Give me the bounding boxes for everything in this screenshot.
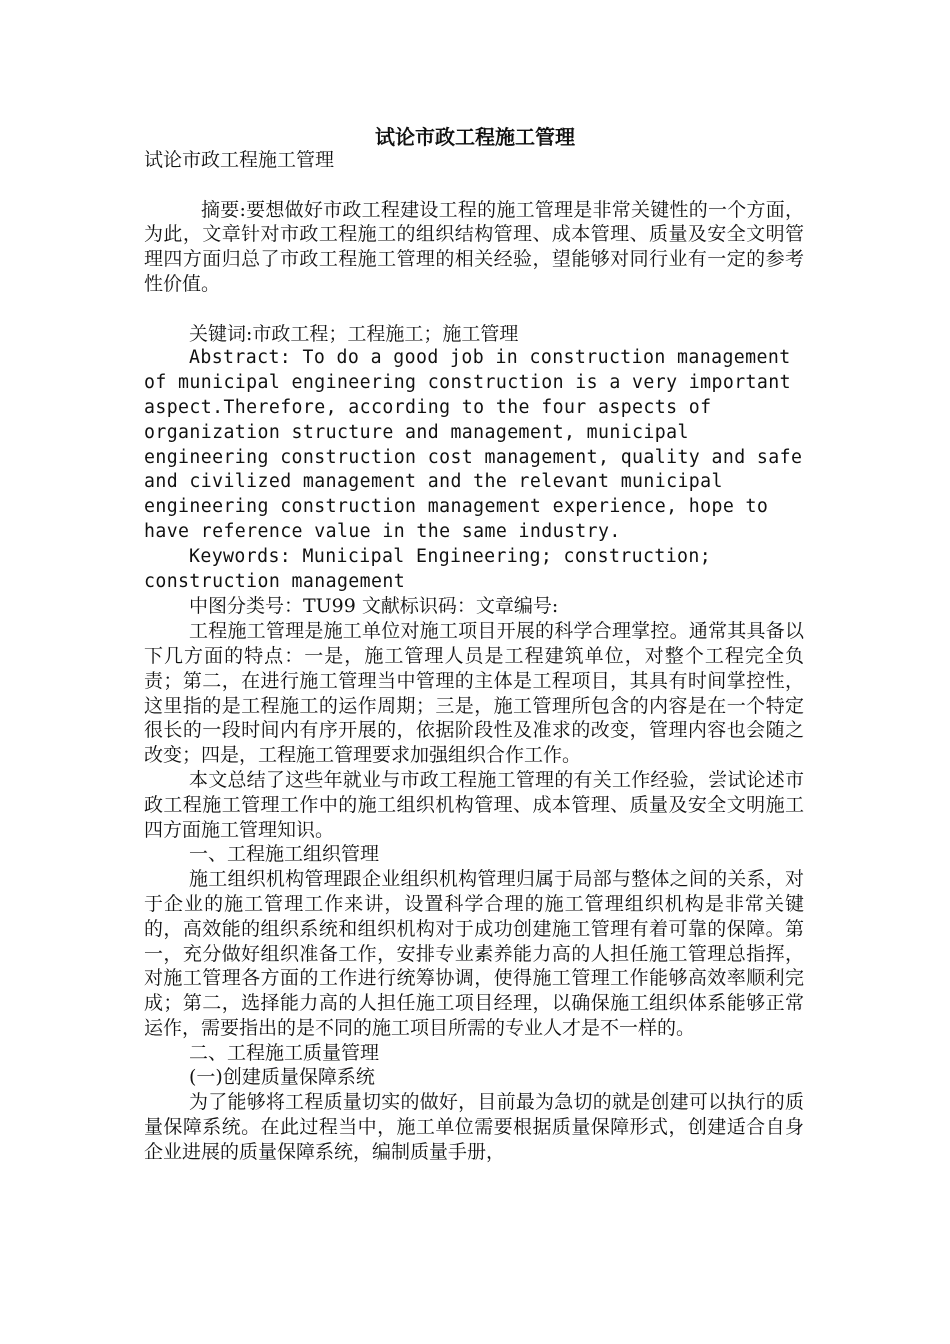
- section-heading-2: 二、工程施工质量管理: [189, 1041, 380, 1064]
- paragraph-summary: 本文总结了这些年就业与市政工程施工管理的有关工作经验，尝试论述市政工程施工管理工作中的施工组织机构管理、成本管理、质量及安全文明施工四方面施工管理知识。: [144, 768, 804, 841]
- spacer: [144, 297, 804, 322]
- document-body: [144, 148, 804, 1165]
- document-title: 试论市政工程施工管理: [375, 125, 575, 149]
- paragraph-intro: 工程施工管理是施工单位对施工项目开展的科学合理掌控。通常其具备以下几方面的特点：一是，施工管理人员是工程建筑单位，对整个工程完全负责；第二，在进行施工管理当中管理的主体是工程项目，其具有时间掌控性，这里指的是工程施工的运作周期；三是，施工管理所包含的内容是在一个特定很长的一段时间内有序开展的，依据阶段性及准求的改变，管理内容也会随之改变；四是，工程施工管理要求加强组织合作工作。: [144, 620, 804, 767]
- abstract-en: Abstract: To do a good job in construction management of municipal engineering construction is a very important aspect.Therefore, according to the four aspects of organization structure and management, municipal engineering construction cost management, quality and safe and civilized management and the relevant municipal engineering construction management experience, hope to have reference value in the same industry.: [144, 347, 803, 542]
- subsection-heading-2-1: (一)创建质量保障系统: [189, 1066, 375, 1089]
- abstract-cn: 摘要:要想做好市政工程建设工程的施工管理是非常关键性的一个方面，为此，文章针对市政工程施工的组织结构管理、成本管理、质量及安全文明管理四方面归总了市政工程施工管理的相关经验，望能够对同行业有一定的参考性价值。: [144, 198, 804, 295]
- paragraph-organization: 施工组织机构管理跟企业组织机构管理归属于局部与整体之间的关系，对于企业的施工管理工作来讲，设置科学合理的施工管理组织机构是非常关键的，高效能的组织系统和组织机构对于成功创建施工管理有着可靠的保障。第一，充分做好组织准备工作，安排专业素养能力高的人担任施工管理总指挥，对施工管理各方面的工作进行统筹协调，使得施工管理工作能够高效率顺利完成；第二，选择能力高的人担任施工项目经理，以确保施工组织体系能够正常运作，需要指出的是不同的施工项目所需的专业人才是不一样的。: [144, 868, 804, 1039]
- spacer: [144, 173, 804, 198]
- section-heading-1: 一、工程施工组织管理: [189, 843, 380, 866]
- keywords-cn: 关键词:市政工程；工程施工；施工管理: [189, 322, 519, 345]
- paragraph-quality: 为了能够将工程质量切实的做好，目前最为急切的就是创建可以执行的质量保障系统。在此过程当中，施工单位需要根据质量保障形式，创建适合自身企业进展的质量保障系统，编制质量手册，: [144, 1091, 804, 1163]
- keywords-en: Keywords: Municipal Engineering; construction; construction management: [144, 545, 712, 592]
- classification-line: 中图分类号：TU99 文献标识码：文章编号:: [189, 595, 559, 618]
- document-subtitle: 试论市政工程施工管理: [144, 149, 335, 171]
